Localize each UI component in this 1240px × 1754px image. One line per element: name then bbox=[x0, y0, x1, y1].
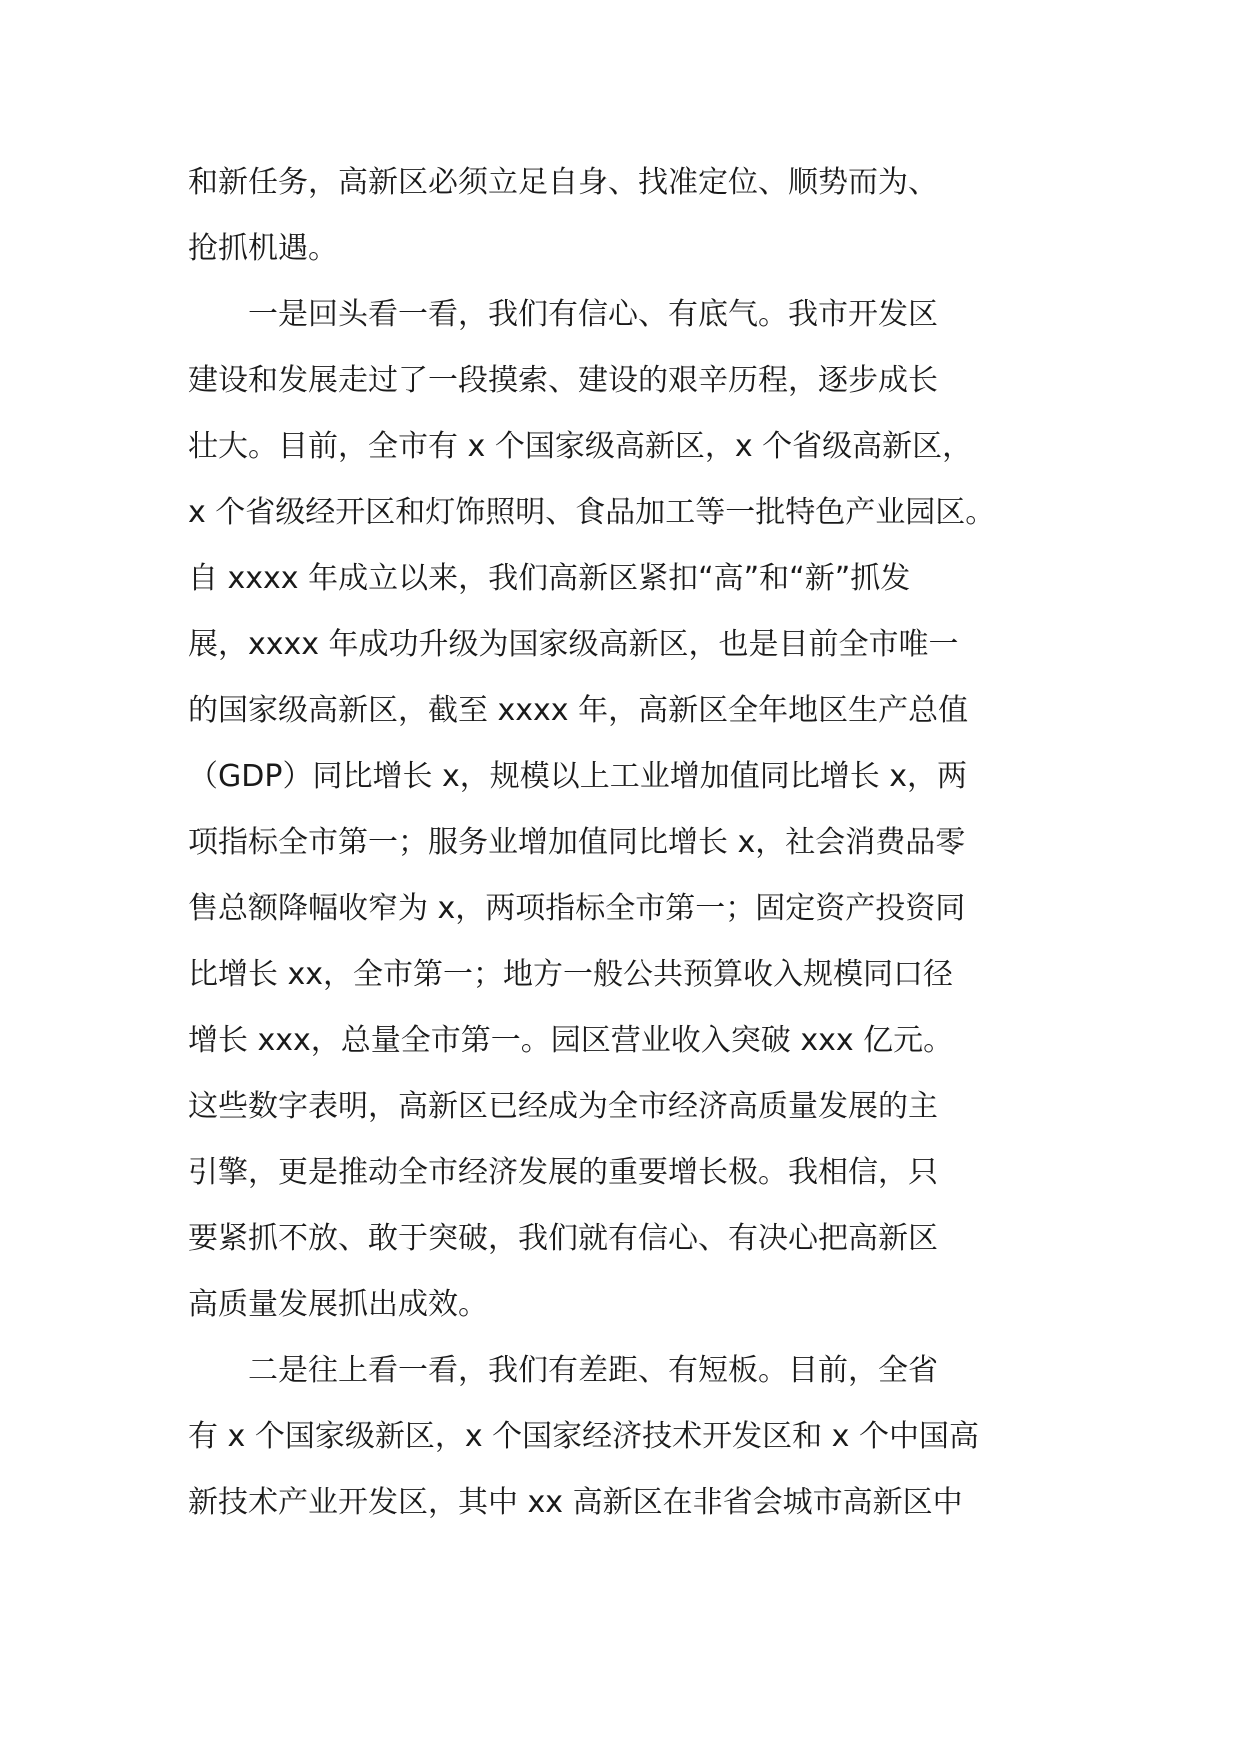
text-line: 抢抓机遇。 bbox=[188, 231, 338, 266]
text-line: 壮大。目前，全市有 x 个国家级高新区，x 个省级高新区， bbox=[188, 429, 973, 464]
paragraph-start-line: 二是往上看一看，我们有差距、有短板。目前，全省 bbox=[188, 1353, 938, 1388]
text-line: 展，xxxx 年成功升级为国家级高新区，也是目前全市唯一 bbox=[188, 627, 959, 662]
text-line: 引擎，更是推动全市经济发展的重要增长极。我相信，只 bbox=[188, 1155, 938, 1190]
text-line: 建设和发展走过了一段摸索、建设的艰辛历程，逐步成长 bbox=[188, 363, 938, 398]
text-line: 增长 xxx，总量全市第一。园区营业收入突破 xxx 亿元。 bbox=[188, 1023, 954, 1058]
text-line: 这些数字表明，高新区已经成为全市经济高质量发展的主 bbox=[188, 1089, 938, 1124]
text-line: 项指标全市第一；服务业增加值同比增长 x，社会消费品零 bbox=[188, 825, 966, 860]
text-line: 高质量发展抓出成效。 bbox=[188, 1287, 488, 1322]
text-line: 比增长 xx，全市第一；地方一般公共预算收入规模同口径 bbox=[188, 957, 954, 992]
text-line: （GDP）同比增长 x，规模以上工业增加值同比增长 x，两 bbox=[188, 759, 968, 794]
text-line: 的国家级高新区，截至 xxxx 年，高新区全年地区生产总值 bbox=[188, 693, 969, 728]
text-line: 自 xxxx 年成立以来，我们高新区紧扣“高”和“新”抓发 bbox=[188, 561, 911, 596]
text-line: 新技术产业开发区，其中 xx 高新区在非省会城市高新区中 bbox=[188, 1485, 963, 1520]
text-line: 要紧抓不放、敢于突破，我们就有信心、有决心把高新区 bbox=[188, 1221, 938, 1256]
text-line: x 个省级经开区和灯饰照明、食品加工等一批特色产业园区。 bbox=[188, 495, 996, 530]
text-line: 有 x 个国家级新区，x 个国家经济技术开发区和 x 个中国高 bbox=[188, 1419, 979, 1454]
paragraph-start-line: 一是回头看一看，我们有信心、有底气。我市开发区 bbox=[188, 297, 938, 332]
body-text bbox=[188, 150, 1068, 1536]
text-line: 和新任务，高新区必须立足自身、找准定位、顺势而为、 bbox=[188, 165, 938, 200]
text-line: 售总额降幅收窄为 x，两项指标全市第一；固定资产投资同 bbox=[188, 891, 966, 926]
